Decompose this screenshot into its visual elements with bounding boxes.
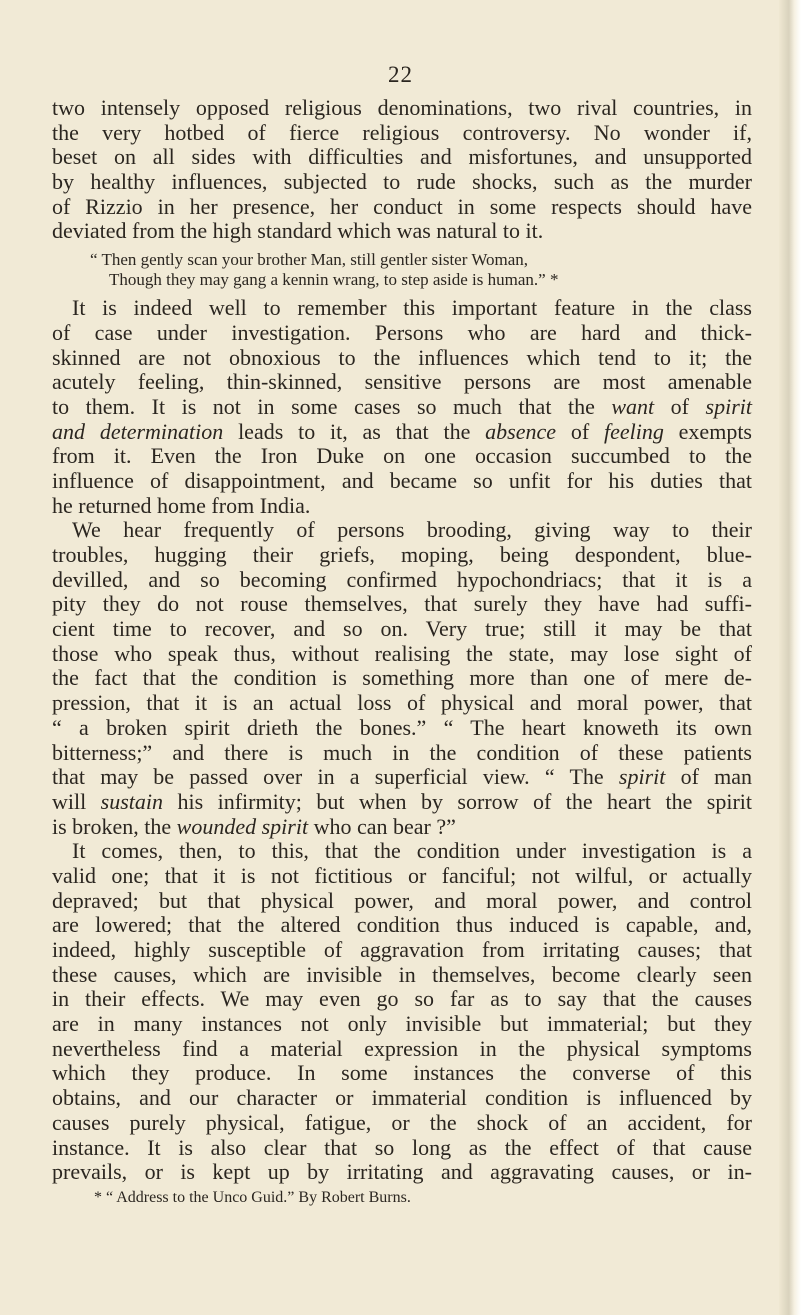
quote-line: Though they may gang a kennin wrang, to step aside is human.” * <box>109 270 559 290</box>
quote-line: “ Then gently scan your brother Man, still gentler sister Woman, <box>90 250 529 270</box>
emphasis-determination: and determination <box>52 418 224 444</box>
text-line: prevails, or is kept up by irritating and aggravating causes, or in- <box>52 1159 752 1185</box>
text-line: these causes, which are invisible in themselves, become clearly seen <box>52 961 752 987</box>
emphasis-want: want <box>611 393 655 419</box>
text-line: the fact that the condition is something more than one of mere de- <box>52 665 752 691</box>
text-line: from it. Even the Iron Duke on one occasion succumbed to the <box>52 443 752 469</box>
text-line: deviated from the high standard which was natural to it. <box>52 218 544 244</box>
page-number: 22 <box>388 62 413 87</box>
text-line: will sustain his infirmity; but when by sorrow of the heart the spirit <box>52 788 752 814</box>
text-line: of case under investigation. Persons who are hard and thick- <box>52 319 752 345</box>
emphasis-spirit: spirit <box>705 393 752 419</box>
text-line: valid one; that it is not fictitious or fanciful; not wilful, or actually <box>52 862 752 888</box>
emphasis-feeling: feeling <box>603 418 664 444</box>
paragraph-1 <box>52 96 752 244</box>
text-line: “ a broken spirit drieth the bones.” “ The heart knoweth its own <box>52 714 752 740</box>
text-line: the very hotbed of fierce religious controversy. No wonder if, <box>52 119 752 145</box>
text-line: instance. It is also clear that so long as the effect of that cause <box>52 1134 752 1160</box>
text-line: to them. It is not in some cases so much that the want of spirit <box>52 393 752 419</box>
text-line: acutely feeling, thin-skinned, sensitive persons are most amenable <box>52 369 752 395</box>
verse-quote <box>52 250 752 290</box>
text-line: by healthy influences, subjected to rude shocks, such as the murder <box>52 169 752 195</box>
text-line: is broken, the wounded spirit who can bear ?” <box>52 813 456 839</box>
text-line: It is indeed well to remember this important feature in the class <box>72 295 752 321</box>
text-line: depraved; but that physical power, and moral power, and control <box>52 887 752 913</box>
paragraph-2 <box>52 296 752 518</box>
text-line: skinned are not obnoxious to the influences which tend to it; the <box>52 344 752 370</box>
text-line: cient time to recover, and so on. Very true; still it may be that <box>52 616 752 642</box>
emphasis-absence: absence <box>485 418 557 444</box>
paragraph-4 <box>52 839 752 1185</box>
text-line: in their effects. We may even go so far as to say that the causes <box>52 986 752 1012</box>
text-line: troubles, hugging their griefs, moping, being despondent, blue- <box>52 542 752 567</box>
paragraph-3 <box>52 518 752 839</box>
text-line: which they produce. In some instances the converse of this <box>52 1060 752 1086</box>
text-line: devilled, and so becoming confirmed hypochondriacs; that it is a <box>52 566 752 592</box>
emphasis-wounded-spirit: wounded spirit <box>176 813 309 839</box>
body-text <box>52 96 752 1209</box>
text-line: he returned home from India. <box>52 492 311 518</box>
text-line: pression, that it is an actual loss of physical and moral power, that <box>52 690 752 716</box>
text-line: obtains, and our character or immaterial condition is influenced by <box>52 1085 752 1111</box>
text-line: those who speak thus, without realising the state, may lose sight of <box>52 640 752 666</box>
text-line: two intensely opposed religious denominations, two rival countries, in <box>52 95 752 120</box>
emphasis-sustain: sustain <box>100 788 164 814</box>
text-line: causes purely physical, fatigue, or the shock of an accident, for <box>52 1109 752 1135</box>
text-line: and determination leads to it, as that the absence of feeling exempts <box>52 418 752 444</box>
text-line: beset on all sides with difficulties and misfortunes, and unsupported <box>52 144 752 170</box>
text-line: are lowered; that the altered condition thus induced is capable, and, <box>52 912 752 938</box>
text-line: are in many instances not only invisible but immaterial; but they <box>52 1011 752 1037</box>
text-line: bitterness;” and there is much in the condition of these patients <box>52 739 752 765</box>
footnote: * “ Address to the Unco Guid.” By Robert Burns. <box>94 1188 411 1206</box>
text-line: influence of disappointment, and became so unfit for his duties that <box>52 467 752 493</box>
text-line: that may be passed over in a superficial view. “ The spirit of man <box>52 764 752 790</box>
page-edge-shadow <box>779 0 801 1315</box>
text-line: indeed, highly susceptible of aggravation from irritating causes; that <box>52 937 752 962</box>
text-line: We hear frequently of persons brooding, giving way to their <box>72 517 752 543</box>
text-line: pity they do not rouse themselves, that surely they have had suffi- <box>52 591 752 617</box>
emphasis-spirit: spirit <box>618 764 666 790</box>
text-line: nevertheless find a material expression in the physical symptoms <box>52 1035 752 1061</box>
text-line: of Rizzio in her presence, her conduct in some respects should have <box>52 193 752 219</box>
text-line: It comes, then, to this, that the condition under investigation is a <box>72 838 752 864</box>
